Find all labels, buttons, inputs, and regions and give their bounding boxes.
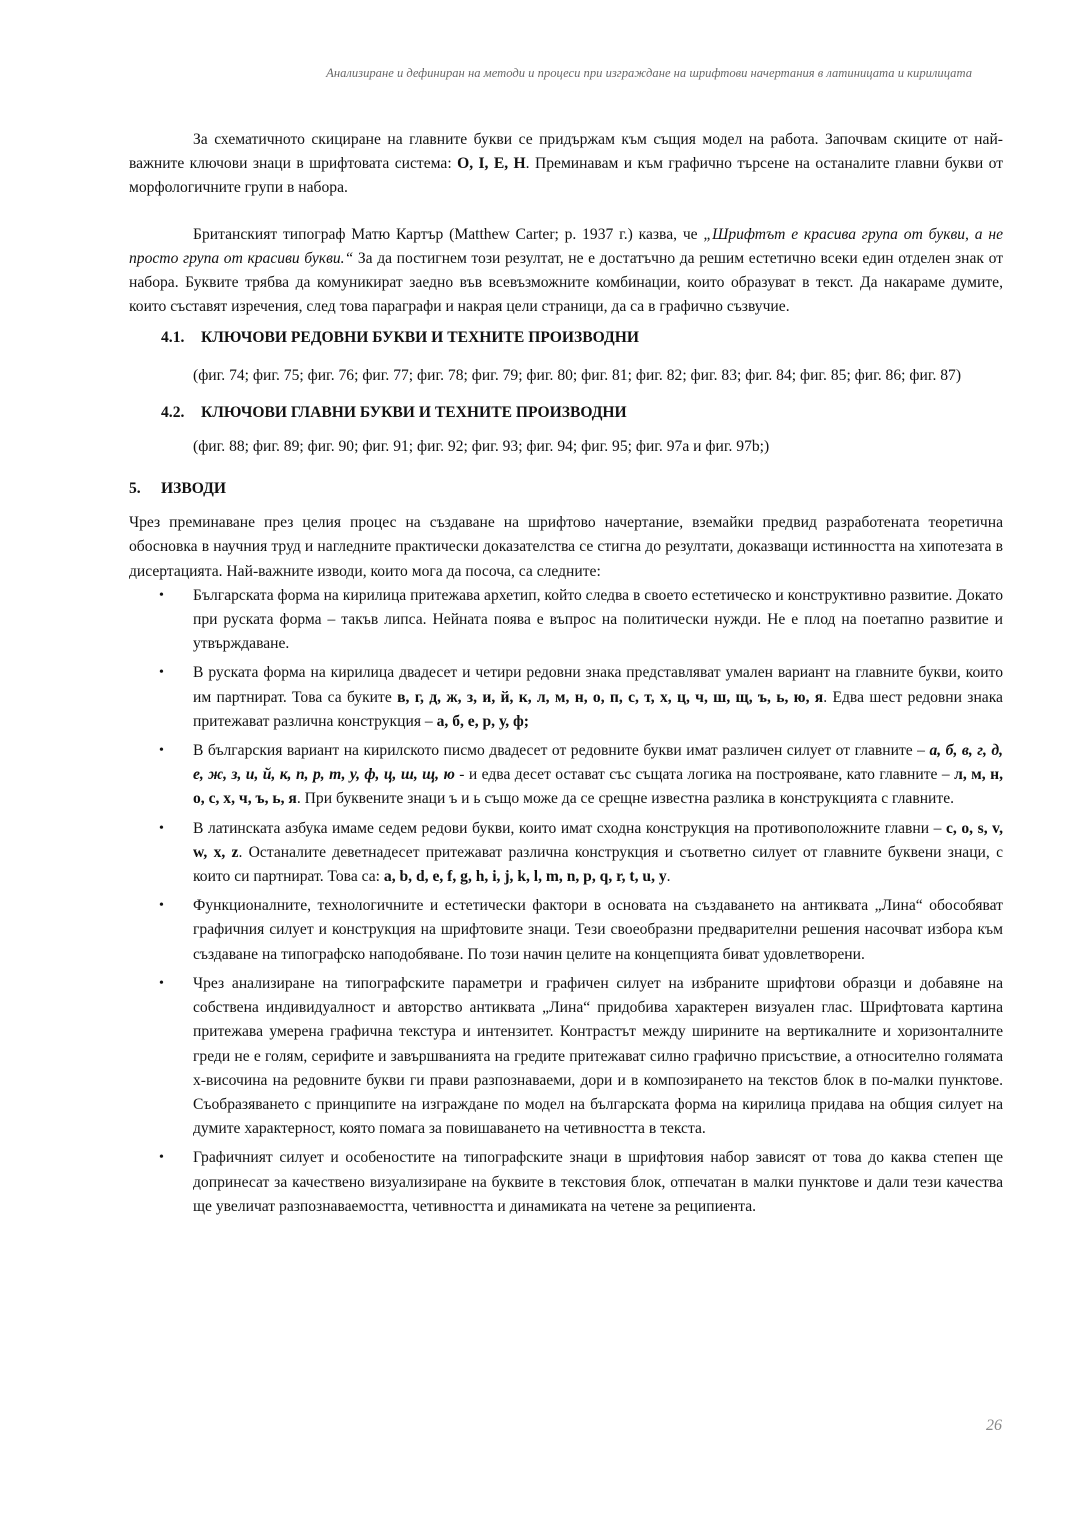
page-number: 26 bbox=[986, 1417, 1002, 1434]
section-number: 4.2. bbox=[161, 403, 185, 421]
bullet-text: В латинската азбука имаме седем редови букви, които имат сходна конструкция на противоположните главни – bbox=[193, 819, 946, 837]
para2-text-before: Британският типограф Матю Картър (Matthew Carter; р. 1937 г.) казва, че bbox=[193, 225, 704, 243]
bullet-text: . При буквените знаци ъ и ь също може да се срещне известна разлика в конструкцията с главните. bbox=[296, 790, 955, 808]
section-4-2-figure-refs: (фиг. 88; фиг. 89; фиг. 90; фиг. 91; фиг. 92; фиг. 93; фиг. 94; фиг. 95; фиг. 97а и фиг. 97b;) bbox=[193, 437, 770, 455]
section-title: КЛЮЧОВИ РЕДОВНИ БУКВИ И ТЕХНИТЕ ПРОИЗВОДНИ bbox=[201, 329, 640, 347]
list-item bbox=[129, 972, 1003, 1141]
para1-text-after: . Преминавам и към графично търсене на останалите главни букви от морфологичните групи в набора. bbox=[129, 155, 1004, 197]
spacer bbox=[129, 392, 1003, 401]
spacer bbox=[129, 459, 1003, 477]
section-5-heading bbox=[129, 477, 1003, 501]
list-item bbox=[129, 661, 1003, 734]
para2-text-after: За да постигнем този резултат, не е достатъчно да решим естетично всеки един отделен знак от набора. Буквите трябва да комуникират заедно във всевъзможните комбинации, които образуват в текст. Да накараме думите, които съставят изречения, след това параграфи и накрая цели страници, да са в графично съзвучие. bbox=[129, 249, 1004, 316]
section-number: 4.1. bbox=[161, 329, 185, 347]
list-item bbox=[129, 1146, 1003, 1219]
bullet-text: . bbox=[666, 868, 671, 886]
letter-list: а, б, в, г, д, е, ж, з, и, й, к, п, р, т, у, ф, ц, ш, щ, ю bbox=[193, 742, 1004, 784]
spacer bbox=[129, 201, 1003, 223]
bullet-icon: • bbox=[159, 820, 164, 836]
list-item bbox=[129, 739, 1003, 812]
list-item bbox=[129, 817, 1003, 890]
bullet-text: В руската форма на кирилица двадесет и четири редовни знака представляват умален вариант на главните букви, които им партнират. Това са букитe bbox=[193, 664, 1003, 706]
section-number: 5. bbox=[129, 480, 141, 498]
letter-list: a, b, d, e, f, g, h, i, j, k, l, m, n, p, q, r, t, u, y bbox=[383, 868, 667, 886]
spacer bbox=[129, 351, 1003, 360]
list-item bbox=[129, 894, 1003, 967]
bullet-icon: • bbox=[159, 743, 164, 759]
bullet-text: Чрез анализиране на типографските параметри и графичен силует на избраните шрифтови образци и добавяне на собствена индивидуалност и авторство антиквата „Лина“ придобива характерен визуален глас. Шрифтовата картина притежава умерена графична текстура и интензитет. Контрастът между ширините на вертикалните и хоризонталните греди не е голям, серифите и завършванията на гредите притежават силно графично присъствие, а относително голямата x-височина на редовните букви ги прави разпознаваеми, дори и в композирането на текстов блок в по-малки пунктове. Съобразяването с принципите на изграждане по модел на българската форма на кирилица придава на общия силует на думите характерност, която помага за повишаването на четивността в текста. bbox=[193, 974, 1003, 1138]
spacer bbox=[129, 425, 1003, 435]
bullet-text: Функционалните, технологичните и естетически фактори в основата на създаването на антиквата „Лина“ обособяват графичния силует и конструкция на шрифтовите знаци. Тези своеобразни предварителни решения насочват избора към създаване на типографско наподобяване. По този начин целите на концепцията биват удовлетворени. bbox=[193, 897, 1003, 963]
running-header: Анализиране и дефиниран на методи и процеси при изграждане на шрифтови начертания в латиницата и кирилицата bbox=[326, 66, 972, 80]
letter-list: в, г, д, ж, з, и, й, к, л, м, н, о, п, с, т, х, ц, ч, ш, щ, ъ, ь, ю, я bbox=[397, 688, 824, 706]
letter-list: а, б, е, р, у, ф; bbox=[436, 712, 529, 730]
bullet-icon: • bbox=[159, 1150, 164, 1166]
conclusions-intro: Чрез преминаване през целия процес на създаване на шрифтово начертание, вземайки предвид разработената теоретична обосновка в научния труд и нагледните практически доказателства се стигна до резултати, доказващи истинността на хипотезата в дисертацията. Най-важните изводи, които мога да посоча, са следните: bbox=[129, 514, 1003, 580]
paragraph-capitals-sketching bbox=[129, 128, 1003, 201]
bullet-text: . Едва шест редовни знака притежават различна конструкция – bbox=[193, 688, 1003, 730]
bullet-text: В българския вариант на кирилското писмо двадесет от редовните букви имат различен силует от главните – bbox=[193, 742, 930, 760]
bullet-text: - и едва десет остават със същата логика на построяване, като главните – bbox=[454, 766, 955, 784]
section-4-1-figure-refs: (фиг. 74; фиг. 75; фиг. 76; фиг. 77; фиг. 78; фиг. 79; фиг. 80; фиг. 81; фиг. 82; фиг. 83; фиг. 84; фиг. 85; фиг. 86; фиг. 87) bbox=[193, 366, 962, 384]
body-text bbox=[129, 128, 1003, 1224]
letter-list: л, м, н, о, с, х, ч, ъ, ь, я bbox=[193, 766, 1003, 808]
bullet-icon: • bbox=[159, 587, 164, 603]
paragraph-carter-quote bbox=[129, 223, 1003, 320]
section-title: КЛЮЧОВИ ГЛАВНИ БУКВИ И ТЕХНИТЕ ПРОИЗВОДНИ bbox=[201, 403, 627, 421]
bullet-icon: • bbox=[159, 665, 164, 681]
list-item bbox=[129, 584, 1003, 657]
section-title: ИЗВОДИ bbox=[161, 480, 226, 498]
spacer bbox=[129, 501, 1003, 511]
bullet-text: Графичният силует и особеностите на типографските знаци в шрифтовия набор зависят от това до каква степен ще допринесат за качествено визуализиране на буквите в текстовия блок, отпечатан в малки пунктове и дали тези качества ще увеличат разпознаваемостта, четивността и динамиката на четене за реципиента. bbox=[193, 1149, 1003, 1215]
section-4-1-heading bbox=[129, 326, 1003, 350]
bullet-icon: • bbox=[159, 975, 164, 991]
section-4-2-heading bbox=[129, 401, 1003, 425]
bullet-icon: • bbox=[159, 898, 164, 914]
bullet-text: Българската форма на кирилица притежава архетип, който следва в своето естетическо и конструктивно развитие. Докато при руската форма – такъв липса. Нейната поява е въпрос на политически нужди. Не е плод на поетапно развитие и утвърждаване. bbox=[193, 586, 1003, 653]
para1-text-before: За схематичното скициране на главните букви се придържам към същия модел на работа. Започвам скиците от най-важните ключови знаци в шрифтовата система: bbox=[129, 131, 1003, 173]
spacer bbox=[129, 319, 1003, 326]
letter-list: c, o, s, v, w, x, z bbox=[193, 819, 1003, 861]
para1-key-letters: О, I, Е, Н bbox=[457, 155, 526, 173]
bullet-text: . Останалите деветнадесет притежават различна конструкция и съответно силует от главните буквени знаци, с които си партнират. Това са: bbox=[193, 843, 1003, 886]
carter-quote: „Шрифтът е красива група от букви, а не просто група от красиви букви.“ bbox=[129, 225, 1003, 267]
conclusions-list bbox=[129, 584, 1003, 1219]
